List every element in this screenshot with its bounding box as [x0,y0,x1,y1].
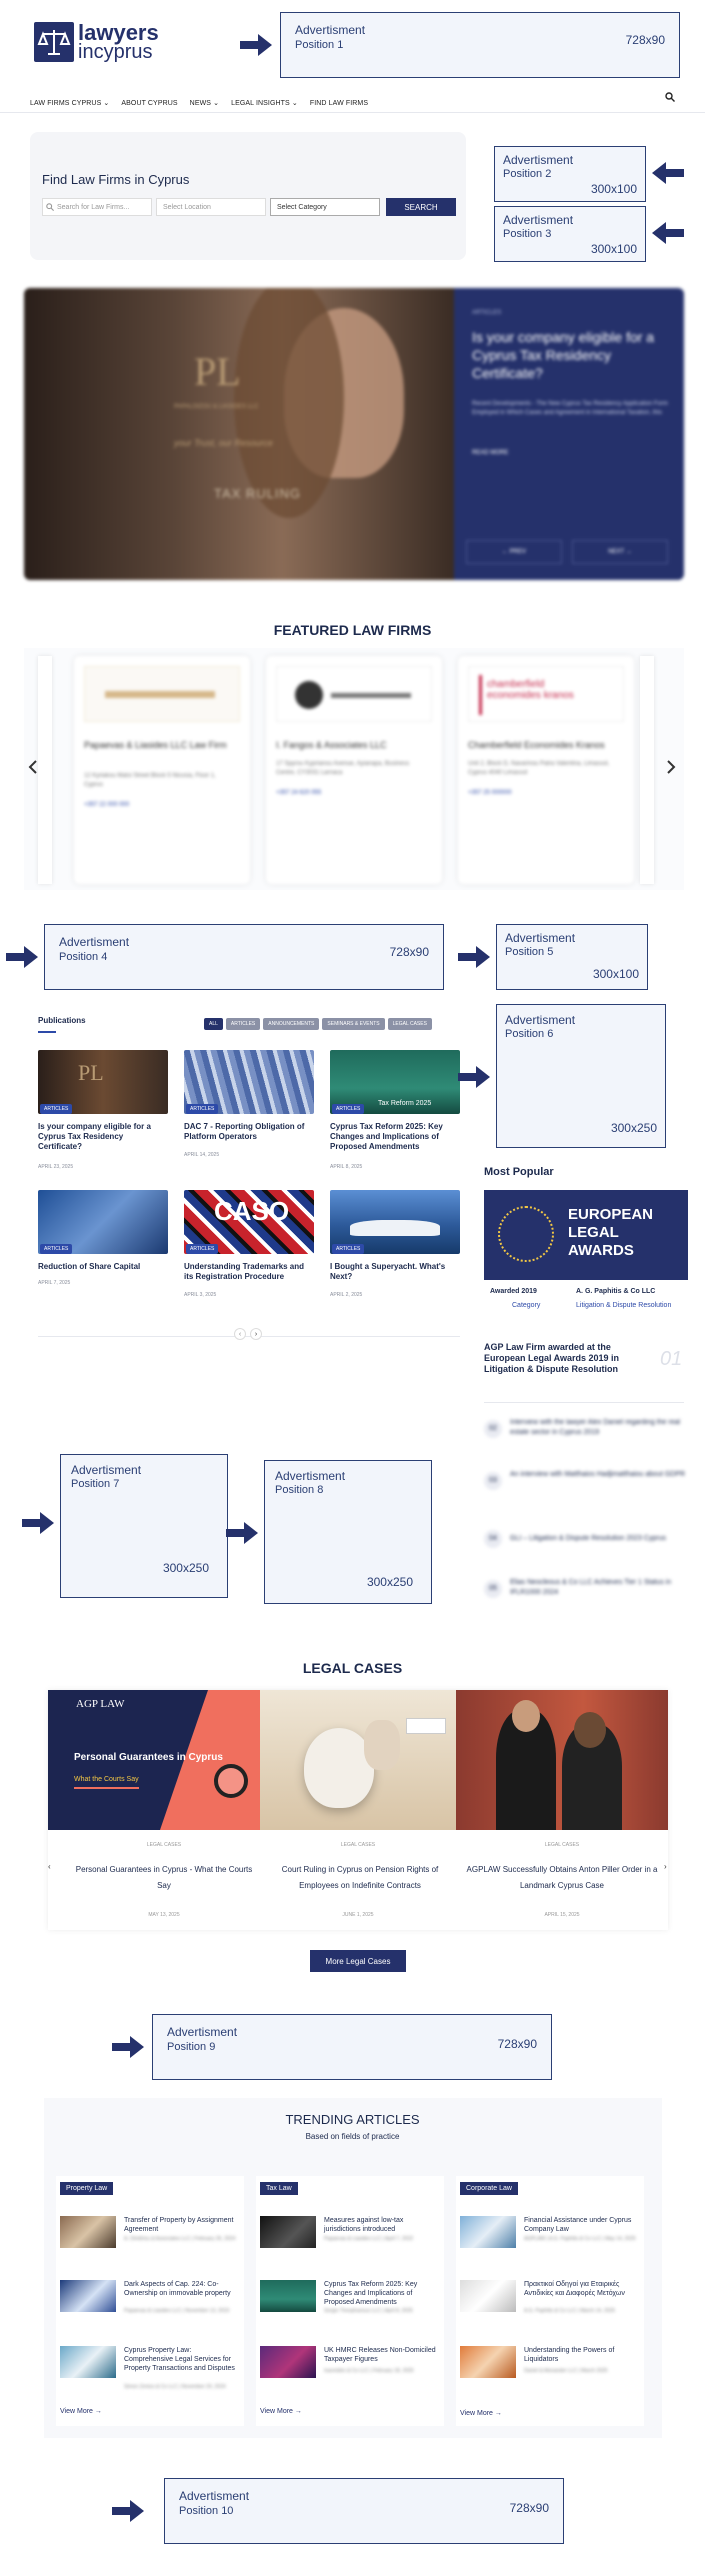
trending-thumb[interactable] [60,2280,116,2312]
hero-read-more[interactable]: READ MORE [472,450,509,456]
ad-position: Position 5 [505,946,554,958]
ad-position: Position 2 [503,168,552,180]
case-image-sub: What the Courts Say [74,1776,139,1789]
trending-meta: AGPLAW | A.G. Paphitis & Co LLC | May 14, 2025 [524,2236,636,2242]
award-category-label: Category [512,1302,541,1309]
firm-phone: +357 24 620 055 [276,790,322,796]
view-more-link[interactable]: View More → [260,2408,302,2415]
trending-title[interactable]: Financial Assistance under Cyprus Company Law [524,2217,632,2233]
ad-title: Advertisment [179,2489,250,2503]
firm-address: Unit 2, Block D, Navarinou Patra Valentina, Limassol, Cyprus 4040 Limassol [468,761,610,776]
trending-title[interactable]: Understanding the Powers of Liquidators [524,2347,615,2363]
arrow-right-icon [226,1522,258,1544]
firm-logo [276,666,432,722]
ad-size: 728x90 [625,33,665,47]
firm-card[interactable] [266,656,442,884]
ad-position: Position 8 [275,1484,324,1496]
firm-name[interactable]: Chamberfield Economides Kranos [468,740,605,750]
location-select[interactable]: Select Location [156,198,266,216]
publications-tabs [204,1012,435,1030]
popular-title[interactable]: Interview with the lawyer Alex Daniel regarding the real estate sector in Cyprus 2019 [510,1419,681,1436]
firm-card[interactable] [458,656,634,884]
trending-category-label[interactable]: Corporate Law [460,2182,518,2195]
hero-excerpt: Recent Developments - The New Cyprus Tax Residency Application Form Employed in Which Cases and Agreement in International Taxation, this [472,401,668,416]
award-year: Awarded 2019 [490,1288,537,1295]
view-more-link[interactable]: View More → [60,2408,102,2415]
award-category: Litigation & Dispute Resolution [576,1302,672,1309]
trending-title[interactable]: UK HMRC Releases Non-Domiciled Taxpayer Figures [324,2347,436,2363]
arrow-left-icon [652,162,684,184]
arrow-right-icon [22,1512,54,1534]
popular-title[interactable]: GLI – Litigation & Dispute Resolution 2023 Cyprus [510,1535,667,1542]
ad-position: Position 6 [505,1028,554,1040]
trending-thumb[interactable] [260,2216,316,2248]
ad-size: 728x90 [389,945,429,959]
trending-meta: Sergio Theophanous LLC | April 8, 2025 [324,2308,413,2314]
ad-position: Position 4 [59,951,108,963]
trending-thumb[interactable] [460,2280,516,2312]
trending-thumb[interactable] [260,2280,316,2312]
publication-title[interactable]: Cyprus Tax Reform 2025: Key Changes and Implications of Proposed Amendments [330,1122,443,1151]
arrow-right-icon [112,2036,144,2058]
publications-divider [38,1336,460,1337]
arrow-right-icon [458,1066,490,1088]
case-title[interactable]: Court Ruling in Cyprus on Pension Rights of Employees on Indefinite Contracts [281,1865,439,1890]
case-tag: LEGAL CASES [146,1842,182,1848]
search-panel [30,132,466,260]
publications-heading: Publications [38,1016,86,1025]
site-logo[interactable] [34,22,184,64]
ad-size: 300x250 [366,1575,413,1589]
trending-meta: Papaevas & Liasides LLC | November 13, 2023 [124,2308,230,2314]
publication-thumbnail[interactable]: PL [38,1050,168,1114]
trending-title[interactable]: Dark Aspects of Cap. 224: Co-Ownership on immovable property [124,2281,231,2297]
arrow-right-icon [112,2500,144,2522]
ad-position-9[interactable] [152,2014,552,2080]
chevron-right-icon[interactable]: › [664,1862,667,1871]
view-more-link[interactable]: View More → [460,2410,502,2417]
hero-title[interactable]: Is your company eligible for a Cyprus Tax Residency Certificate? [472,329,655,381]
firm-logo [84,666,240,722]
magnifier-icon [214,1764,248,1798]
hero-tag: ARTICLES [472,310,502,316]
hero-image-caption: TAX RULING [214,486,302,501]
logo-line2: incyprus [78,41,153,63]
ad-position-10[interactable] [164,2478,564,2544]
pagination-next[interactable]: › [250,1328,262,1340]
trending-meta: Daniel & Alexander LLC | March 2025 [524,2368,608,2374]
trending-subheading: Based on fields of practice [305,2132,400,2141]
trending-column [56,2176,244,2426]
search-icon[interactable] [665,92,675,102]
firm-logo-text: chamberfield economides kranos [487,679,574,701]
publication-date: APRIL 2, 2025 [330,1292,363,1298]
ad-size: 300x100 [590,242,637,256]
case-tag: LEGAL CASES [340,1842,376,1848]
thumbnail-caption: CASO [214,1196,290,1226]
case-date: MAY 13, 2025 [148,1912,180,1918]
firm-address: 12 Kyriakou Matsi Street Block 5 Nicosia, Floor 1, Cyprus [84,773,216,788]
trending-thumb[interactable] [60,2346,116,2378]
arrow-left-icon [652,222,684,244]
case-date: JUNE 1, 2025 [342,1912,374,1918]
ad-size: 300x100 [590,182,637,196]
publication-date: APRIL 7, 2025 [38,1280,71,1286]
trending-column [256,2176,444,2426]
trending-title[interactable]: Πρακτικοί Οδηγοί για Εταιρικές Αντιδικίες και Διαφορές Μετόχων [524,2281,625,2297]
main-nav [30,92,680,107]
trending-thumb[interactable] [460,2346,516,2378]
ad-position-3[interactable] [494,206,646,262]
publication-date: APRIL 8, 2025 [330,1164,363,1170]
trending-meta: A.G. Paphitis & Co LLC | March 14, 2025 [524,2308,616,2314]
trending-category-label[interactable]: Property Law [60,2182,113,2195]
trending-meta: Ioannides & Co LLC | February 18, 2025 [324,2368,414,2374]
case-image[interactable] [48,1690,260,1830]
ad-title: Advertisment [275,1469,346,1483]
popular-list [484,1412,688,1622]
ad-position: Position 7 [71,1478,120,1490]
publication-title[interactable]: Reduction of Share Capital [38,1262,141,1271]
chevron-left-icon[interactable] [28,760,38,774]
scales-icon [34,22,74,62]
ad-position-1[interactable] [280,12,680,78]
tab-all[interactable]: ALL [204,1018,223,1030]
ad-title: Advertisment [503,213,574,227]
ad-size: 728x90 [509,2501,549,2515]
publication-date: APRIL 3, 2025 [184,1292,217,1298]
case-tag: LEGAL CASES [544,1842,580,1848]
trending-meta: Simon Zenios & Co LLC | November 20, 2024 [124,2384,226,2390]
nav-find-law-firms[interactable]: FIND LAW FIRMS [309,100,369,107]
tab-legal-cases[interactable]: LEGAL CASES [388,1018,432,1030]
case-date: APRIL 15, 2025 [544,1912,580,1918]
popular-heading: Most Popular [484,1166,554,1178]
nav-legal-insights[interactable]: LEGAL INSIGHTS ⌄ [231,100,298,107]
hero-slider[interactable] [24,288,684,580]
popular-divider [484,1402,684,1403]
ad-position-8[interactable] [264,1460,432,1604]
ad-title: Advertisment [59,935,130,949]
publication-date: APRIL 14, 2025 [184,1152,220,1158]
ad-position-5[interactable] [496,924,648,990]
arrow-right-icon [458,946,490,968]
ad-title: Advertisment [505,1013,576,1027]
firm-card[interactable] [74,656,250,884]
award-firm: A. G. Paphitis & Co LLC [576,1288,656,1295]
ad-position: Position 1 [295,39,344,51]
trending-thumb[interactable] [60,2216,116,2248]
ad-size: 300x100 [592,967,639,981]
featured-edge-right [640,656,654,884]
pagination-prev[interactable]: ‹ [234,1328,246,1340]
popular-number: 05 [484,1580,502,1598]
featured-heading: FEATURED LAW FIRMS [273,622,432,638]
publication-title[interactable]: Is your company eligible for a Cyprus Tax Residency Certificate? [38,1122,151,1151]
hero-prev-button[interactable]: ← PREV [466,540,562,564]
firm-phone: +357 25 000000 [468,790,512,796]
search-icon [46,203,54,211]
trending-meta: Papaevas & Liasides LLC | April 7, 2022 [324,2236,414,2242]
search-title: Find Law Firms in Cyprus [42,172,190,187]
hero-next-button[interactable]: NEXT → [572,540,668,564]
header-divider [0,112,705,113]
trending-title[interactable]: Cyprus Property Law: Comprehensive Legal Services for Property Transactions and Disputes [124,2347,235,2372]
publication-title[interactable]: I Bought a Superyacht. What's Next? [330,1262,446,1281]
publication-tag: ARTICLES [186,1244,218,1254]
banner-line1: EUROPEAN [568,1206,654,1223]
more-legal-cases-button[interactable]: More Legal Cases [310,1950,406,1972]
case-image-brand: AGP LAW [76,1698,125,1710]
legal-cases-heading: LEGAL CASES [302,1660,403,1676]
popular-featured-title[interactable]: AGP Law Firm awarded at the European Legal Awards 2019 in Litigation & Dispute Resolution [484,1342,620,1374]
ad-position: Position 9 [167,2041,216,2053]
ad-title: Advertisment [503,153,574,167]
search-input[interactable]: Search for Law Firms... [42,198,152,216]
ad-size: 300x250 [162,1561,209,1575]
popular-featured-number: 01 [660,1348,683,1370]
publication-tag: ARTICLES [40,1244,72,1254]
category-select[interactable]: Select Category [270,198,380,216]
trending-title[interactable]: Transfer of Property by Assignment Agreement [124,2217,234,2233]
nav-about-cyprus[interactable]: ABOUT CYPRUS [121,100,178,107]
firm-name[interactable]: I. Fangos & Associates LLC [276,740,387,750]
popular-number: 03 [484,1472,502,1490]
popular-title[interactable]: Elias Neocleous & Co LLC Achieves Tier 1 Status in IFLR1000 2024 [510,1579,672,1596]
hero-image-tagline: your Trust, our Resource [174,438,273,448]
tab-announcements[interactable]: ANNOUNCEMENTS [263,1018,319,1030]
publication-tag: ARTICLES [186,1104,218,1114]
firm-logo [468,666,624,722]
ad-position-7[interactable] [60,1454,228,1598]
publication-date: APRIL 23, 2025 [38,1164,74,1170]
trending-category-label[interactable]: Tax Law [260,2182,298,2195]
featured-edge-left [38,656,52,884]
nav-law-firms-cyprus[interactable]: LAW FIRMS CYPRUS ⌄ [30,100,110,107]
hero-image-logo: PL [194,349,241,394]
ad-size: 300x250 [610,1121,657,1135]
trending-meta: A. Dimitriou & Associates LLC | February 26, 2024 [124,2236,236,2242]
tab-seminars-events[interactable]: SEMINARS & EVENTS [322,1018,384,1030]
publication-tag: ARTICLES [40,1104,72,1114]
banner-line2: LEGAL [568,1224,619,1241]
chevron-left-icon[interactable]: ‹ [48,1862,51,1871]
case-title[interactable]: Personal Guarantees in Cyprus - What the Courts Say [75,1865,253,1890]
firm-address: 17 Spyrou Kyprianou Avenue, Ayianapa, Business Centre, CY3031 Larnaca [276,761,410,776]
case-image-title: Personal Guarantees in Cyprus [74,1752,223,1763]
publication-title[interactable]: Understanding Trademarks and its Registration Procedure [184,1262,305,1281]
hero-image-hair [234,288,344,518]
trending-title[interactable]: Measures against low-tax jurisdictions introduced [324,2217,404,2233]
popular-title[interactable]: An interview with Matthaios Hadjimatthaiou about GDPR [510,1471,686,1478]
firm-phone: +357 22 000 000 [84,802,130,808]
popular-number: 02 [484,1420,502,1438]
nav-news[interactable]: NEWS ⌄ [189,100,220,107]
ad-position: Position 3 [503,228,552,240]
chevron-right-icon[interactable] [666,760,676,774]
hero-panel [454,288,684,580]
case-image[interactable] [456,1690,668,1830]
ad-title: Advertisment [295,23,366,37]
eu-stars-icon [498,1206,554,1262]
ad-position-6[interactable] [496,1004,666,1148]
case-image[interactable] [260,1690,456,1830]
hero-image-brand: PAPALOIZOU & LIASIDES LLC [174,404,259,410]
publication-tag: ARTICLES [332,1244,364,1254]
trending-title[interactable]: Cyprus Tax Reform 2025: Key Changes and Implications of Proposed Amendments [324,2281,418,2306]
popular-banner[interactable] [484,1190,688,1280]
publications-underline [38,1031,56,1033]
trending-thumb[interactable] [260,2346,316,2378]
publication-title[interactable]: DAC 7 - Reporting Obligation of Platform Operators [184,1122,305,1141]
thumbnail-caption: Tax Reform 2025 [378,1100,432,1107]
banner-line3: AWARDS [568,1242,634,1259]
ad-title: Advertisment [167,2025,238,2039]
case-title[interactable]: AGPLAW Successfully Obtains Anton Piller Order in a Landmark Cyprus Case [466,1865,658,1890]
logo-line1: lawyers [78,20,159,45]
firm-name[interactable]: Papaevas & Liasides LLC Law Firm [84,740,227,750]
tab-articles[interactable]: ARTICLES [226,1018,260,1030]
popular-number: 04 [484,1530,502,1548]
arrow-right-icon [6,946,38,968]
trending-column [456,2176,644,2426]
ad-position: Position 10 [179,2505,234,2517]
ad-size: 728x90 [497,2037,537,2051]
ad-position-4[interactable] [44,924,444,990]
trending-heading: TRENDING ARTICLES [285,2112,420,2127]
trending-thumb[interactable] [460,2216,516,2248]
arrow-right-icon [240,34,272,56]
publication-tag: ARTICLES [332,1104,364,1114]
search-button[interactable]: SEARCH [386,198,456,216]
ad-title: Advertisment [71,1463,142,1477]
ad-position-2[interactable] [494,146,646,202]
ad-title: Advertisment [505,931,576,945]
hero-image [24,288,454,580]
